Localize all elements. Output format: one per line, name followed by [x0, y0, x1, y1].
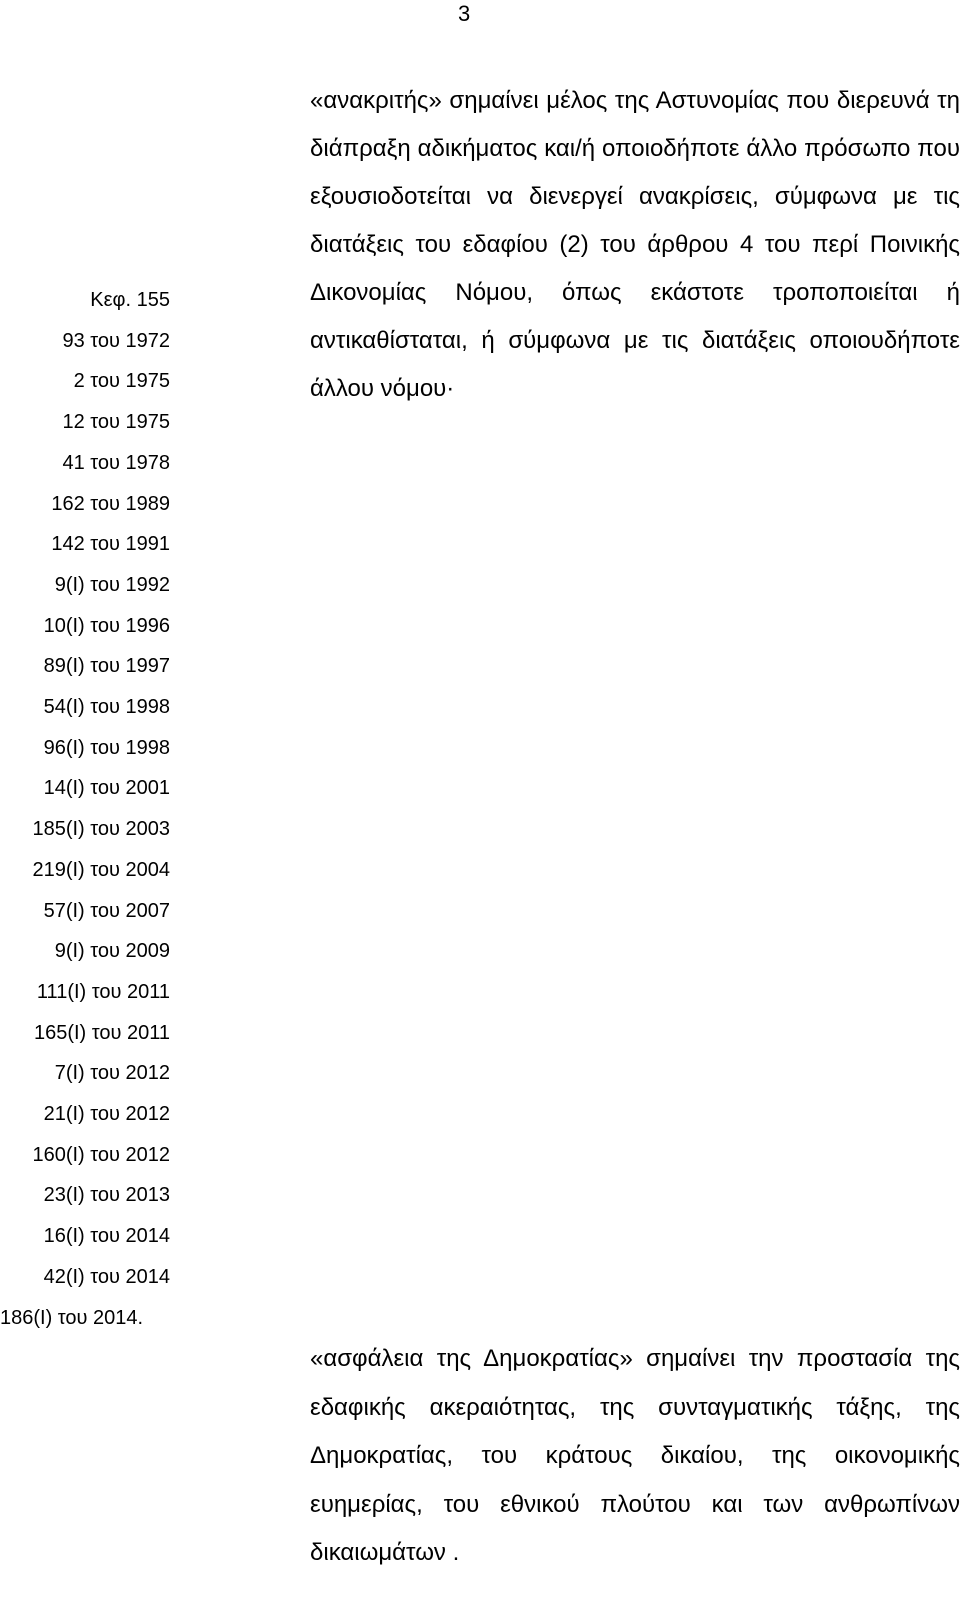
legislation-reference: Κεφ. 155: [90, 289, 170, 311]
legislation-reference: 23(Ι) του 2013: [43, 1184, 170, 1207]
legislation-reference: 12 του 1975: [62, 411, 170, 434]
legislation-reference: 41 του 1978: [62, 451, 170, 474]
legislation-reference: 142 του 1991: [51, 533, 170, 556]
legislation-reference: 7(Ι) του 2012: [54, 1062, 170, 1085]
legislation-reference: 2 του 1975: [73, 370, 170, 393]
legislation-reference: 57(Ι) του 2007: [43, 899, 170, 922]
legislation-reference: 93 του 1972: [62, 329, 170, 352]
legislation-reference: 160(Ι) του 2012: [32, 1143, 170, 1166]
definition-security: «ασφάλεια της Δημοκρατίας» σημαίνει την προστασία της εδαφικής ακεραιότητας, της συνταγματικής τάξης, της Δημοκρατίας, του κράτους δικαίου, της οικονομικής ευημερίας, του εθνικού πλούτου και των ανθρωπίνων δικαιωμάτων .: [310, 1345, 960, 1566]
legislation-reference: 16(Ι) του 2014: [43, 1225, 170, 1248]
legislation-reference: 21(Ι) του 2012: [43, 1103, 170, 1126]
legislation-reference: 219(Ι) του 2004: [32, 858, 170, 881]
legislation-reference: 9(Ι) του 2009: [54, 940, 170, 963]
legislation-reference: 42(Ι) του 2014: [43, 1265, 170, 1288]
legislation-reference: 185(Ι) του 2003: [32, 818, 170, 841]
legislation-references: [0, 280, 170, 1338]
legislation-reference: 111(Ι) του 2011: [36, 980, 170, 1003]
page-number: 3: [458, 1, 471, 26]
legislation-reference: 162 του 1989: [51, 492, 170, 515]
legislation-reference: 96(Ι) του 1998: [43, 736, 170, 759]
definition-investigator: «ανακριτής» σημαίνει μέλος της Αστυνομίας που διερευνά τη διάπραξη αδικήματος και/ή οποιοδήποτε άλλο πρόσωπο που εξουσιοδοτείται να διενεργεί ανακρίσεις, σύμφωνα με τις διατάξεις του εδαφίου (2) του άρθρου 4 του περί Ποινικής Δικονομίας Νόμου, όπως εκάστοτε τροποποιείται ή αντικαθίσταται, ή σύμφωνα με τις διατάξεις οποιουδήποτε άλλου νόμου·: [310, 87, 960, 402]
legislation-reference: 14(Ι) του 2001: [43, 777, 170, 800]
legislation-reference: 186(Ι) του 2014.: [0, 1306, 144, 1329]
legislation-reference: 54(Ι) του 1998: [43, 696, 170, 719]
legislation-reference: 10(Ι) του 1996: [43, 614, 170, 637]
legislation-reference: 9(Ι) του 1992: [54, 573, 170, 596]
legislation-reference: 165(Ι) του 2011: [33, 1021, 170, 1044]
legislation-reference: 89(Ι) του 1997: [43, 655, 170, 678]
